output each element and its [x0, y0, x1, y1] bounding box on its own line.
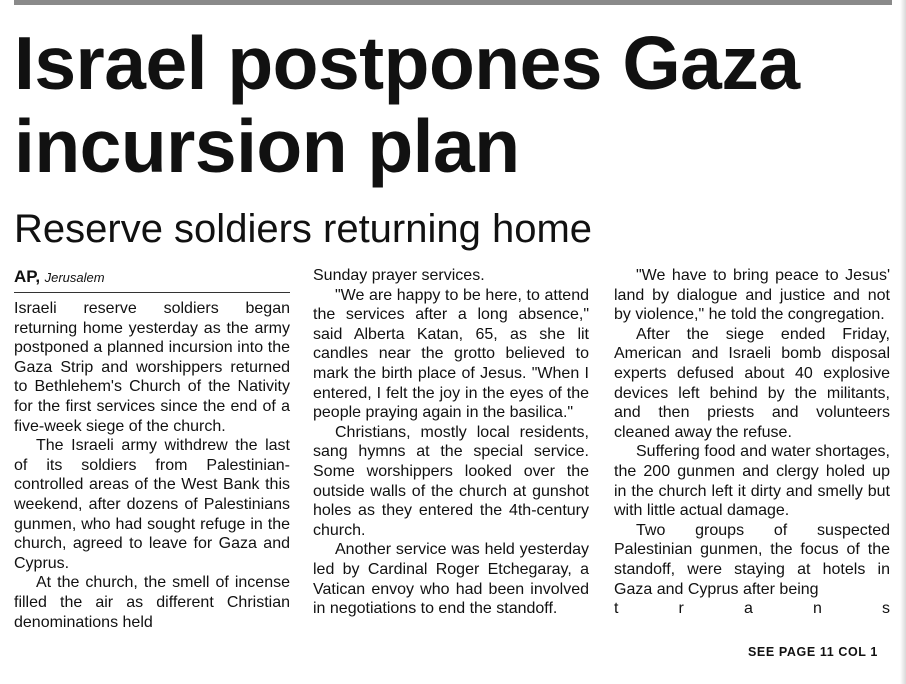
- byline-dateline: Jerusalem: [44, 270, 105, 285]
- continued-fragment: [614, 599, 890, 619]
- paragraph: Israeli reserve soldiers began returning home yesterday as the army postponed a planned incursion into the Gaza Strip and worshippers returned to Bethlehem's Church of the Nativity for the first services since the end of a five-week siege of the church.: [14, 300, 290, 435]
- paragraph: At the church, the smell of incense filled the air as different Christian denominations held: [14, 574, 290, 631]
- paragraph: Two groups of suspected Palestinian gunmen, the focus of the standoff, were staying at hotels in Gaza and Cyprus after being: [614, 521, 890, 598]
- jump-line: SEE PAGE 11 COL 1: [748, 645, 878, 659]
- paragraph: "We have to bring peace to Jesus' land by dialogue and justice and not by violence," he told the congregation.: [614, 267, 890, 324]
- paragraph: Christians, mostly local residents, sang hymns at the special service. Some worshippers looked over the outside walls of the church at gunshot holes as they entered the 4th-century church.: [313, 423, 589, 539]
- article-column-3: [614, 266, 890, 619]
- headline: Israel postpones Gaza incursion plan: [14, 21, 800, 188]
- subheadline: Reserve soldiers returning home: [14, 207, 593, 251]
- fragment-letter: a: [743, 600, 753, 618]
- top-rule: [14, 0, 892, 5]
- paragraph: The Israeli army withdrew the last of its soldiers from Palestinian-controlled areas of the West Bank this weekend, after dozens of Palestinians gunmen, who had sought refuge in the church, agreed to leave for Gaza and Cyprus.: [14, 437, 290, 572]
- paragraph: Sunday prayer services.: [313, 267, 485, 284]
- byline: [14, 266, 290, 293]
- article-column-2: [313, 266, 589, 619]
- article-column-1: [14, 266, 290, 632]
- byline-agency: AP,: [14, 267, 41, 286]
- fragment-letter: n: [812, 600, 822, 618]
- fragment-letter: r: [678, 600, 684, 618]
- paragraph: Suffering food and water shortages, the 200 gunmen and clergy holed up in the church left it dirty and smelly but with little actual damage.: [614, 443, 890, 520]
- page-edge-shadow: [900, 0, 906, 684]
- paragraph: Another service was held yesterday led by Cardinal Roger Etchegaray, a Vatican envoy who had been involved in negotiations to end the standoff.: [313, 541, 589, 618]
- paragraph: "We are happy to be here, to attend the services after a long absence," said Alberta Katan, 65, as she lit candles near the grotto believed to mark the birth place of Jesus. "When I entered, I felt the joy in the eyes of the people praying again in the basilica.": [313, 286, 589, 422]
- fragment-letter: t: [614, 600, 619, 618]
- fragment-letter: s: [881, 600, 890, 618]
- paragraph: After the siege ended Friday, American and Israeli bomb disposal experts defused about 40 explosive devices left behind by the militants, and then priests and volunteers cleaned away the refuse.: [614, 325, 890, 441]
